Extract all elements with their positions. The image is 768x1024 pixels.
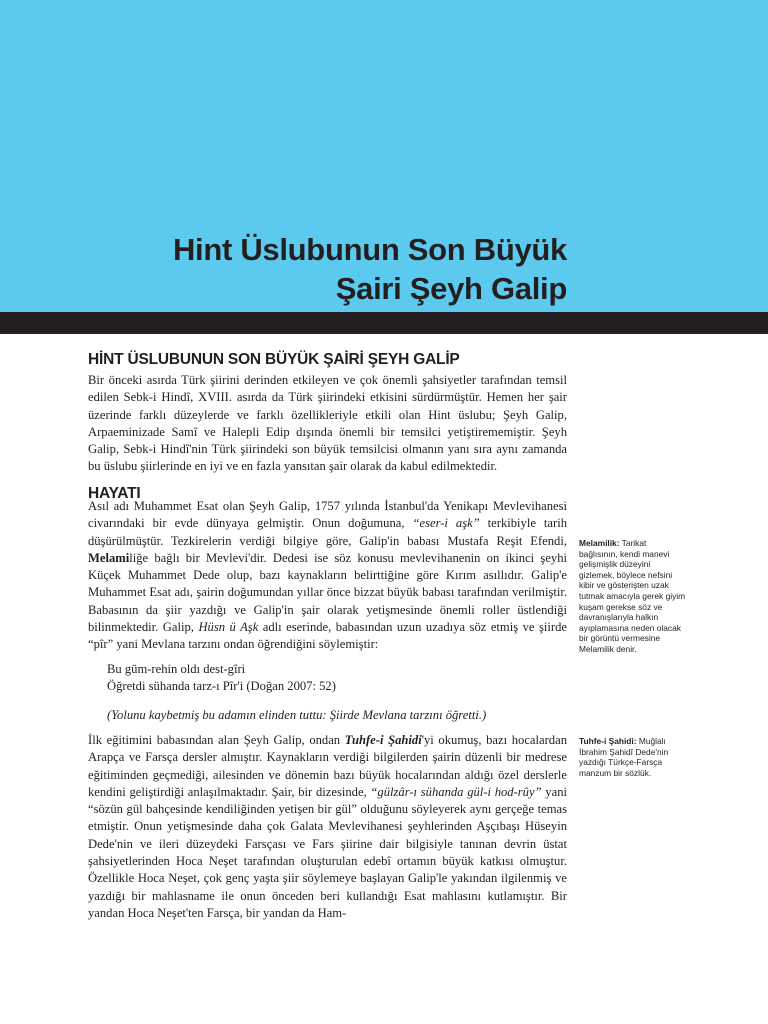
margin-note-tuhfe xyxy=(579,736,687,778)
hayati-text-a: Asıl adı Muhammet Esat olan Şeyh Galip, 1757 yılında İstanbul'da Yenikapı Mevlevihanesi civarındaki bir evde dünyaya gelmiştir. Onun doğumuna, xyxy=(88,499,567,531)
hayati-italic-husn: Hüsn ü Aşk xyxy=(198,620,259,635)
hayati-text-b: terkibiyle tarih düşürülmüştür. Tezkirelerin verdiği bilgiye göre, Galip'in babası Mustafa Reşit Efendi, xyxy=(88,516,567,548)
hayati-text-d: adlı eserinde, babasından uzun uzadıya söz etmiş ve şiirde “pîr” yani Mevlana tarzını ondan öğrendiğini söylemiştir: xyxy=(88,620,567,652)
poem-translation: (Yolunu kaybetmiş bu adamın elinden tuttu: Şiirde Mevlana tarzını öğretti.) xyxy=(107,708,487,722)
margin-note-melamilik-text: Tarikat bağlısının, kendi manevi gelişmişlik düzeyini gizlemek, böylece nefsini kibir ve gösterişten uzak tutmak amacıyla gerek giyim kuşam gerekse söz ve davranışlarıyla halkın ayıplamasına neden olacak bir görüntü vermesine Melamilik denir. xyxy=(579,538,686,654)
margin-note-melamilik xyxy=(579,538,687,655)
margin-note-melamilik-term: Melamilik: xyxy=(579,538,620,548)
section-heading-intro: HİNT ÜSLUBUNUN SON BÜYÜK ŞAİRİ ŞEYH GALİP xyxy=(88,351,460,368)
margin-note-tuhfe-text: Muğlalı İbrahim Şahidî Dede'nin yazdığı Türkçe-Farsça manzum bir sözlük. xyxy=(579,736,669,778)
section-heading-hayati: HAYATI xyxy=(88,485,141,502)
hayati-italic-eser: “eser-i aşk” xyxy=(412,516,480,531)
education-paragraph xyxy=(88,732,567,922)
chapter-title-line2: Şairi Şeyh Galip xyxy=(335,271,567,306)
edu-bolditalic-tuhfe: Tuhfe-i Şahidi xyxy=(344,733,422,747)
edu-text-b: 'yi okumuş, bazı hocalardan Arapça ve Farsça dersler almıştır. Kaynakların verdiği bilgilerden şairin düzenli bir medrese eğitiminden geçmediği, ailesinden ve dönemin bazı büyük hocalarından aldığı özel derslerle kendini geliştirdiği anlaşılmaktadır. Şair, bir dizesinde, xyxy=(88,733,567,799)
chapter-title-line1: Hint Üslubunun Son Büyük xyxy=(172,232,567,267)
poem-line-2: Öğretdi sühanda tarz-ı Pîr'i (Doğan 2007: 52) xyxy=(107,679,336,693)
edu-text-a: İlk eğitimini babasından alan Şeyh Galip, ondan xyxy=(88,733,345,747)
poem-couplet xyxy=(107,661,527,695)
hayati-bold-melami: Melami xyxy=(88,550,130,565)
edu-text-c: yani “sözün gül bahçesinde kendiliğinden yetişen bir gül” olduğunu söyleyerek aynı gerçeğe temas etmiştir. Onun yetişmesinde daha çok Galata Mevlevihanesi şeyhlerinden Aşçıbaşı Hüseyin Dede'nin ve ileri düzeydeki Farsçası ve Fars şiirine dair bilgisiyle tanınan devrin üstat şahsiyetlerinden Hoca Neşet tarafından oluşturulan edebî ortamın büyük katkısı olmuştur. Özellikle Hoca Neşet, çok genç yaşta şiir söylemeye başlayan Galip'le yakından ilgilenmiş ve yazdığı bir mahlasname ile onun önceden beri kullandığı Esat mahlasını kutlamıştır. Bir yandan Hoca Neşet'ten Farsça, bir yandan da Ham- xyxy=(88,784,567,920)
margin-note-tuhfe-term: Tuhfe-i Şahidi: xyxy=(579,736,637,746)
chapter-title xyxy=(87,230,567,308)
poem-line-1: Bu güm-rehin oldı dest-gîri xyxy=(107,662,246,676)
banner-divider-bar xyxy=(0,312,768,334)
hayati-text-c: liğe bağlı bir Mevlevi'dir. Dedesi ise söz konusu mevlevihanenin on ikinci şeyhi Küçek Muhammet Dede olup, bazı kaynakların belirttiğine göre Kırım asıllıdır. Galip'e Muhammet Esat adı, şairin doğumundan yıllar önce bizzat büyük babası tarafından verilmiştir. Babasının da şiir yazdığı ve Galip'in şair olarak yetişmesinde önemli roller üstlendiği bilinmektedir. Galip, xyxy=(88,550,567,635)
hayati-paragraph xyxy=(88,498,567,654)
edu-italic-gulzar: “gülzâr-ı sühanda gül-i hod-rûy” xyxy=(370,784,542,799)
intro-paragraph: Bir önceki asırda Türk şiirini derinden etkileyen ve çok önemli şahsiyetler tarafından temsil edilen Sebk-i Hindî, XVIII. asırda da Türk şiirindeki etkisini sürdürmüştür. Hemen her şair üzerinde farklı düzeylerde ve farklı özellikleriyle etkili olan Hint üslubu; Şeyh Galip, Arpaeminizade Samî ve Halepli Edip dışında önemli bir temsilci yetiştirememiştir. Şeyh Galip, Sebk-i Hindî'nin Türk şiirindeki son büyük temsilcisi olmanın yanı sıra aynı zamanda bu üslubu şiirlerinde en iyi ve en fazla yansıtan şair olarak da kabul edilmektedir. xyxy=(88,373,567,474)
